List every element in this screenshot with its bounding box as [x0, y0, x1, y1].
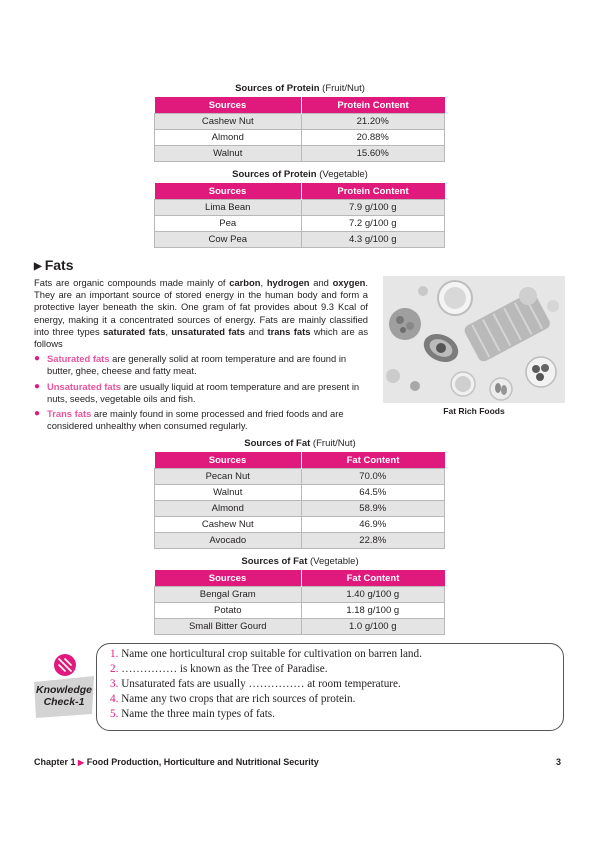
table-header: Sources: [155, 183, 302, 200]
image-caption: Fat Rich Foods: [443, 406, 505, 416]
question-item: 5. Name the three main types of fats.: [110, 708, 275, 720]
table-caption-protein-fruit: Sources of Protein (Fruit/Nut): [235, 83, 365, 94]
question-item: 4. Name any two crops that are rich sources of protein.: [110, 693, 356, 705]
table-cell: 20.88%: [301, 130, 445, 146]
page-number: 3: [556, 757, 562, 767]
table-cell: 1.18 g/100 g: [301, 603, 445, 619]
table-header: Sources: [155, 570, 302, 587]
protein-fruit-table: [154, 97, 445, 162]
table-row: [155, 501, 445, 517]
fat-fruit-table: [154, 452, 445, 549]
table-row: [155, 533, 445, 549]
question-item: 3. Unsaturated fats are usually …………… at room temperature.: [110, 678, 401, 690]
table-cell: 7.9 g/100 g: [301, 200, 445, 216]
table-cell: Walnut: [155, 146, 302, 162]
table-header: Fat Content: [301, 570, 445, 587]
fats-paragraph: Fats are organic compounds made mainly of carbon, hydrogen and oxygen. They are an important source of stored energy in the human body and form a protective layer beneath the skin. One gram of fat provides about 9.3 Kcal of energy, making it a concentrated sources of energy. Fats are mainly classified into three types saturated fats, unsaturated fats and trans fats which are as follows: [34, 277, 369, 350]
table-header: Protein Content: [301, 183, 445, 200]
footer-title: Food Production, Horticulture and Nutritional Security: [86, 757, 319, 767]
table-cell: Almond: [155, 501, 302, 517]
fat-veg-table: [154, 570, 445, 635]
table-cell: 1.40 g/100 g: [301, 587, 445, 603]
table-row: [155, 114, 445, 130]
protein-veg-table: [154, 183, 445, 248]
table-header-row: [155, 452, 445, 469]
bullet-dot-icon: ●: [34, 353, 41, 364]
triangle-bullet-icon: ▶: [34, 261, 42, 272]
fat-rich-foods-image: [383, 276, 565, 403]
table-cell: 1.0 g/100 g: [301, 619, 445, 635]
table-row: [155, 200, 445, 216]
table-cell: 21.20%: [301, 114, 445, 130]
bullet-dot-icon: ●: [34, 408, 41, 419]
table-row: [155, 485, 445, 501]
table-header-row: [155, 570, 445, 587]
table-header-row: [155, 183, 445, 200]
table-row: [155, 517, 445, 533]
bullet-dot-icon: ●: [34, 381, 41, 392]
table-caption-fat-veg: Sources of Fat (Vegetable): [241, 556, 359, 567]
table-row: [155, 619, 445, 635]
table-row: [155, 130, 445, 146]
table-row: [155, 146, 445, 162]
table-header: Fat Content: [301, 452, 445, 469]
table-row: [155, 603, 445, 619]
table-cell: 7.2 g/100 g: [301, 216, 445, 232]
table-row: [155, 587, 445, 603]
knowledge-check-title: Knowledge Check-1: [35, 684, 92, 708]
table-cell: 46.9%: [301, 517, 445, 533]
table-cell: 58.9%: [301, 501, 445, 517]
table-cell: Pecan Nut: [155, 469, 302, 485]
table-cell: 4.3 g/100 g: [301, 232, 445, 248]
table-caption-fat-fruit: Sources of Fat (Fruit/Nut): [244, 438, 356, 449]
table-cell: Cow Pea: [155, 232, 302, 248]
section-heading-fats: ▶ Fats: [34, 257, 74, 273]
table-cell: Walnut: [155, 485, 302, 501]
table-header: Sources: [155, 97, 302, 114]
table-cell: Cashew Nut: [155, 517, 302, 533]
table-cell: Lima Bean: [155, 200, 302, 216]
table-row: [155, 232, 445, 248]
table-cell: 70.0%: [301, 469, 445, 485]
table-cell: Small Bitter Gourd: [155, 619, 302, 635]
table-caption-protein-veg: Sources of Protein (Vegetable): [232, 169, 368, 180]
table-cell: 22.8%: [301, 533, 445, 549]
table-cell: Cashew Nut: [155, 114, 302, 130]
table-cell: Bengal Gram: [155, 587, 302, 603]
table-cell: 15.60%: [301, 146, 445, 162]
table-row: [155, 216, 445, 232]
footer-chapter: Chapter 1 ▶ Food Production, Horticulture and Nutritional Security: [34, 757, 319, 767]
table-header: Protein Content: [301, 97, 445, 114]
table-header-row: [155, 97, 445, 114]
table-cell: Pea: [155, 216, 302, 232]
question-item: 2. …………… is known as the Tree of Paradise.: [110, 663, 328, 675]
table-cell: Potato: [155, 603, 302, 619]
table-cell: Avocado: [155, 533, 302, 549]
table-row: [155, 469, 445, 485]
table-header: Sources: [155, 452, 302, 469]
question-item: 1. Name one horticultural crop suitable for cultivation on barren land.: [110, 648, 422, 660]
table-cell: Almond: [155, 130, 302, 146]
triangle-bullet-icon: ▶: [78, 758, 85, 767]
table-cell: 64.5%: [301, 485, 445, 501]
